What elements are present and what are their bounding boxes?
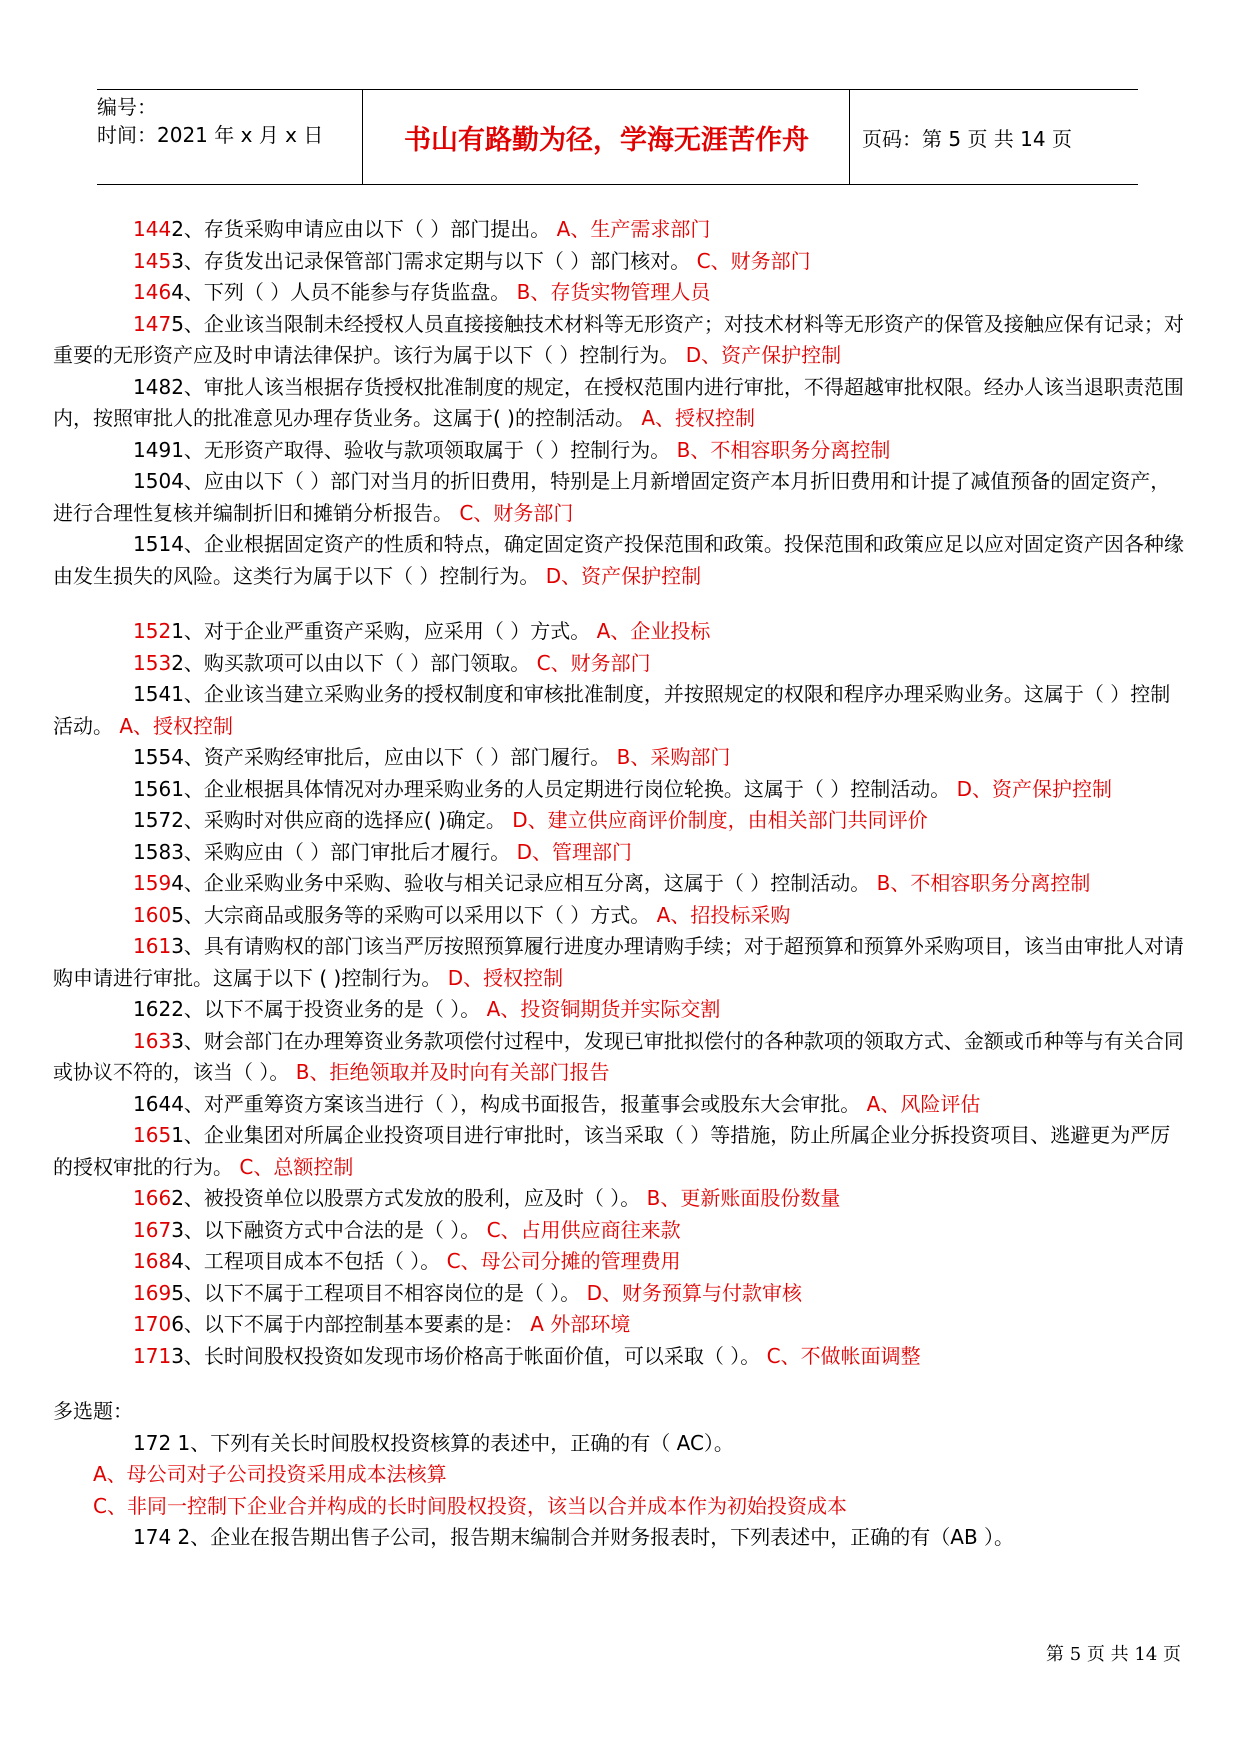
answer-text: A、生产需求部门: [556, 217, 711, 241]
answer-text: A 外部环境: [530, 1312, 631, 1336]
question-number: 174: [133, 1525, 172, 1549]
page-header: [97, 89, 1138, 185]
question-item: [53, 309, 1185, 372]
question-item: [53, 1341, 1185, 1373]
answer-text: C、不做帐面调整: [766, 1343, 921, 1368]
answer-text: A、企业投标: [596, 619, 711, 643]
question-number: 153: [133, 650, 172, 675]
answer-text: B、存货实物管理人员: [516, 280, 711, 304]
question-item: [53, 1120, 1185, 1183]
question-number: 150: [133, 469, 172, 493]
question-text: 3、存货发出记录保管部门需求定期与以下（ ）部门核对。: [171, 248, 691, 273]
answer-text: C、总额控制: [239, 1154, 354, 1179]
answer-text: A、招投标采购: [656, 902, 791, 927]
question-text: 5、企业该当限制未经授权人员直接接触技术材料等无形资产；对技术材料等无形资产的保管及接触应保有记录；对重要的无形资产应及时申请法律保护。该行为属于以下（ ）控制行为。: [53, 311, 1184, 367]
question-number: 155: [133, 745, 172, 769]
question-text: 3、财会部门在办理筹资业务款项偿付过程中，发现已审批拟偿付的各种款项的领取方式、金额或币种等与有关合同或协议不符的，该当（ ）。: [53, 1028, 1184, 1084]
question-text: 4、对严重筹资方案该当进行（ ），构成书面报告，报董事会或股东大会审批。: [171, 1091, 861, 1116]
question-text: 1、无形资产取得、验收与款项领取属于（ ）控制行为。: [171, 437, 671, 462]
answer-text: D、管理部门: [516, 839, 633, 864]
answer-text: A、授权控制: [119, 713, 234, 738]
question-item: [53, 648, 1185, 680]
question-text: 4、企业采购业务中采购、验收与相关记录应相互分离，这属于（ ）控制活动。: [171, 871, 871, 895]
question-item: [53, 1278, 1185, 1310]
question-item: [53, 742, 1185, 774]
question-item: [53, 1089, 1185, 1121]
question-item: [53, 435, 1185, 467]
question-number: 144: [133, 217, 172, 241]
question-number: 151: [133, 532, 172, 556]
question-text: 5、以下不属于工程项目不相容岗位的是（ ）。: [171, 1280, 581, 1305]
question-item: [53, 466, 1185, 529]
question-number: 161: [133, 934, 172, 958]
answer-text: B、更新账面股份数量: [646, 1186, 841, 1210]
question-text: 4、下列（ ）人员不能参与存货监盘。: [171, 280, 511, 304]
question-item: [53, 214, 1185, 246]
question-text: 1、对于企业严重资产采购，应采用（ ）方式。: [171, 619, 591, 643]
question-item: [53, 246, 1185, 278]
answer-text: D、财务预算与付款审核: [586, 1280, 803, 1305]
question-item: [53, 868, 1185, 900]
question-number: 168: [133, 1249, 172, 1273]
page-label: 页码：第 5 页 共 14 页: [862, 126, 1072, 151]
question-number: 159: [133, 871, 172, 895]
question-group-b: [53, 616, 1185, 1372]
question-text: 4、工程项目成本不包括（ ）。: [171, 1249, 441, 1273]
question-item: [53, 1309, 1185, 1341]
page-footer: 第 5 页 共 14 页: [1046, 1644, 1181, 1665]
question-text: 3、长时间股权投资如发现市场价格高于帐面价值，可以采取（ ）。: [171, 1343, 761, 1368]
question-item: [53, 1246, 1185, 1278]
question-text: 5、大宗商品或服务等的采购可以采用以下（ ）方式。: [171, 902, 651, 927]
question-number: 172: [133, 1430, 172, 1455]
answer-text: D、资产保护控制: [685, 343, 842, 367]
question-number: 167: [133, 1217, 172, 1242]
option-c: C、非同一控制下企业合并构成的长时间股权投资，该当以合并成本作为初始投资成本: [93, 1493, 847, 1518]
answer-text: C、占用供应商往来款: [486, 1217, 681, 1242]
question-number: 148: [133, 374, 172, 399]
question-number: 171: [133, 1343, 172, 1368]
question-item: [53, 372, 1185, 435]
question-text: 1、企业该当建立采购业务的授权制度和审核批准制度，并按照规定的权限和程序办理采购业务。这属于（ ）控制活动。: [53, 682, 1171, 738]
answer-text: D、资产保护控制: [956, 776, 1113, 801]
answer-text: C、财务部门: [696, 248, 811, 273]
question-number: 157: [133, 808, 172, 832]
question-number: 156: [133, 776, 172, 801]
motto: 书山有路勤为径，学海无涯苦作舟: [364, 90, 850, 184]
question-174: [53, 1522, 1185, 1554]
question-number: 154: [133, 682, 172, 706]
answer-text: C、财务部门: [536, 650, 651, 675]
question-number: 164: [133, 1091, 172, 1116]
question-text: 2、审批人该当根据存货授权批准制度的规定，在授权范围内进行审批，不得超越审批权限。经办人该当退职责范围内，按照审批人的批准意见办理存货业务。这属于( )的控制活动。: [53, 374, 1184, 430]
answer-text: B、拒绝领取并及时向有关部门报告: [295, 1060, 610, 1084]
question-number: 158: [133, 839, 172, 864]
question-item: [53, 837, 1185, 869]
question-text: 2、企业在报告期出售子公司，报告期末编制合并财务报表时，下列表述中，正确的有（AB ）。: [177, 1525, 1015, 1549]
question-text: 3、以下融资方式中合法的是（ ）。: [171, 1217, 481, 1242]
question-text: 1、下列有关长时间股权投资核算的表述中，正确的有（ AC）。: [177, 1430, 734, 1455]
time-label: 时间：2021 年 x 月 x 日: [97, 123, 324, 147]
document-body: [53, 214, 1185, 1554]
question-item: [53, 529, 1185, 592]
question-number: 147: [133, 311, 172, 336]
question-text: 2、以下不属于投资业务的是（ ）。: [171, 997, 481, 1021]
question-item: [53, 774, 1185, 806]
question-item: [53, 931, 1185, 994]
question-number: 162: [133, 997, 172, 1021]
question-text: 2、采购时对供应商的选择应( )确定。: [171, 808, 506, 832]
question-text: 2、购买款项可以由以下（ ）部门领取。: [171, 650, 531, 675]
answer-text: B、采购部门: [616, 745, 731, 769]
question-text: 2、被投资单位以股票方式发放的股利，应及时（ ）。: [171, 1186, 641, 1210]
answer-text: D、授权控制: [447, 965, 564, 990]
answer-text: D、建立供应商评价制度，由相关部门共同评价: [512, 808, 928, 832]
question-item: [53, 1183, 1185, 1215]
question-number: 163: [133, 1028, 172, 1053]
question-text: 2、存货采购申请应由以下（ ）部门提出。: [171, 217, 551, 241]
question-text: 6、以下不属于内部控制基本要素的是：: [171, 1312, 524, 1336]
question-text: 4、资产采购经审批后，应由以下（ ）部门履行。: [171, 745, 611, 769]
answer-text: C、财务部门: [459, 500, 574, 525]
question-item: [53, 900, 1185, 932]
question-number: 170: [133, 1312, 172, 1336]
question-text: 1、企业集团对所属企业投资项目进行审批时，该当采取（ ）等措施，防止所属企业分拆投资项目、逃避更为严厉的授权审批的行为。: [53, 1123, 1171, 1179]
option-a: A、母公司对子公司投资采用成本法核算: [93, 1462, 447, 1486]
question-item: [53, 616, 1185, 648]
question-number: 146: [133, 280, 172, 304]
question-text: 3、采购应由（ ）部门审批后才履行。: [171, 839, 511, 864]
answer-text: A、投资铜期货并实际交割: [486, 997, 721, 1021]
question-172: [53, 1428, 1185, 1460]
question-text: 4、企业根据固定资产的性质和特点，确定固定资产投保范围和政策。投保范围和政策应足以应对固定资产因各种缘由发生损失的风险。这类行为属于以下（ ）控制行为。: [53, 532, 1184, 588]
question-item: [53, 1215, 1185, 1247]
answer-text: A、授权控制: [641, 406, 756, 430]
answer-text: B、不相容职务分离控制: [876, 871, 1091, 895]
question-text: 1、企业根据具体情况对办理采购业务的人员定期进行岗位轮换。这属于（ ）控制活动。: [171, 776, 951, 801]
question-number: 152: [133, 619, 172, 643]
question-number: 160: [133, 902, 172, 927]
question-number: 165: [133, 1123, 172, 1147]
question-item: [53, 805, 1185, 837]
answer-text: D、资产保护控制: [545, 563, 702, 588]
question-group-a: [53, 214, 1185, 592]
serial-label: 编号：: [97, 95, 157, 119]
header-info-cell: [97, 90, 363, 184]
question-item: [53, 679, 1185, 742]
multi-section-label: 多选题：: [53, 1399, 133, 1423]
question-number: 149: [133, 437, 172, 462]
answer-text: B、不相容职务分离控制: [676, 437, 891, 462]
question-number: 169: [133, 1280, 172, 1305]
question-item: [53, 277, 1185, 309]
question-item: [53, 994, 1185, 1026]
question-number: 166: [133, 1186, 172, 1210]
spacer: [53, 1372, 1185, 1396]
answer-text: C、母公司分摊的管理费用: [446, 1249, 681, 1273]
question-text: 3、具有请购权的部门该当严厉按照预算履行进度办理请购手续；对于超预算和预算外采购项目，该当由审批人对请购申请进行审批。这属于以下 ( )控制行为。: [53, 934, 1184, 990]
spacer: [53, 592, 1185, 616]
question-number: 145: [133, 248, 172, 273]
question-item: [53, 1026, 1185, 1089]
question-text: 4、应由以下（ ）部门对当月的折旧费用，特别是上月新增固定资产本月折旧费用和计提了减值预备的固定资产，进行合理性复核并编制折旧和摊销分析报告。: [53, 469, 1171, 525]
answer-text: A、风险评估: [866, 1091, 981, 1116]
